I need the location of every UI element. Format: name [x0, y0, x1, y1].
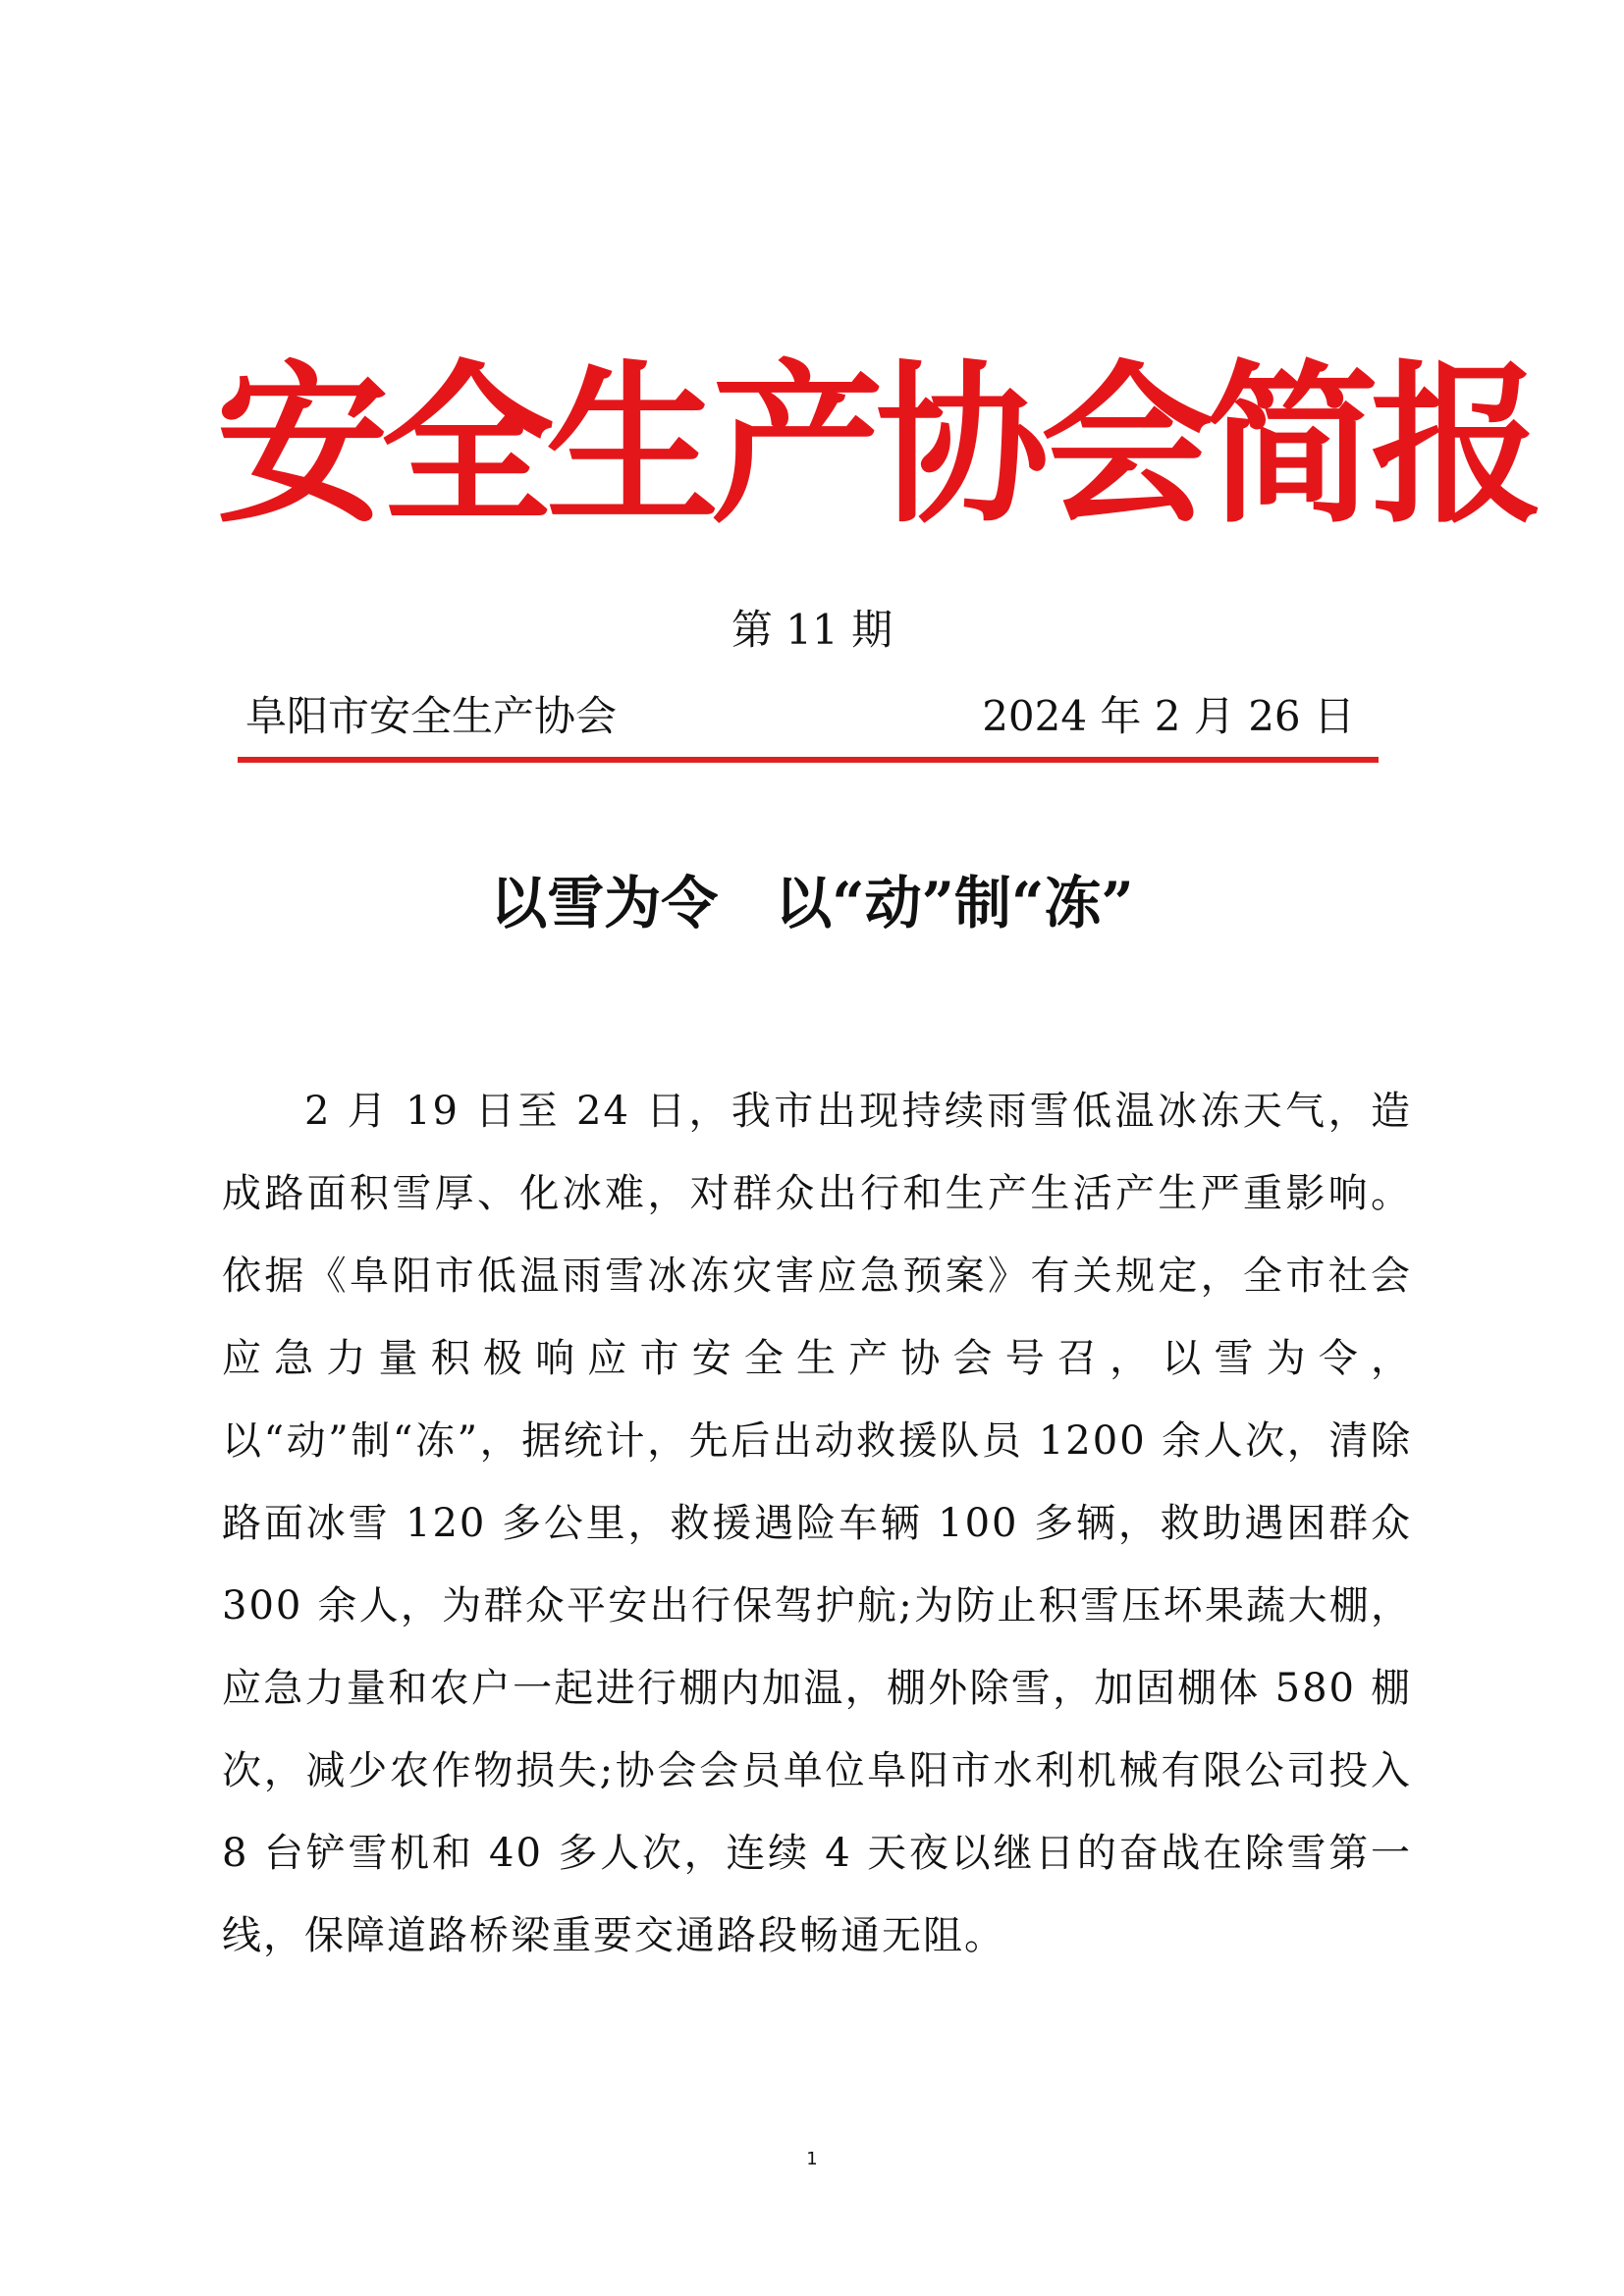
publication-date: 2024 年 2 月 26 日: [982, 692, 1355, 740]
issue-number: 第 11 期: [731, 606, 893, 654]
bulletin-masthead-title: 安全生产协会简报: [216, 346, 1537, 547]
publication-meta: [245, 687, 1355, 746]
article-body: 2 月 19 日至 24 日，我市出现持续雨雪低温冰冻天气，造成路面积雪厚、化冰难，对群众出行和生产生活产生严重影响。依据《阜阳市低温雨雪冰冻灾害应急预案》有关规定，全市社会应急力量积极响应市安全生产协会号召，以雪为令， 以“动”制“冻”，据统计，先后出动救援队员 1200 余人次，清除路面冰雪 120 多公里，救援遇险车辆 100 多辆，救助遇困群众 300 余人，为群众平安出行保驾护航;为防止积雪压坏果蔬大棚，应急力量和农户一起进行棚内加温，棚外除雪，加固棚体 580 棚次，减少农作物损失;协会会员单位阜阳市水利机械有限公司投入 8 台铲雪机和 40 多人次，连续 4 天夜以继日的奋战在除雪第一线，保障道路桥梁重要交通路段畅通无阻。: [222, 1089, 1412, 1958]
publisher-name: 阜阳市安全生产协会: [245, 692, 618, 740]
article-headline: 以雪为令 以“动”制“冻”: [490, 870, 1134, 936]
page-number: 1: [806, 2149, 818, 2169]
red-divider-line: [238, 757, 1379, 763]
